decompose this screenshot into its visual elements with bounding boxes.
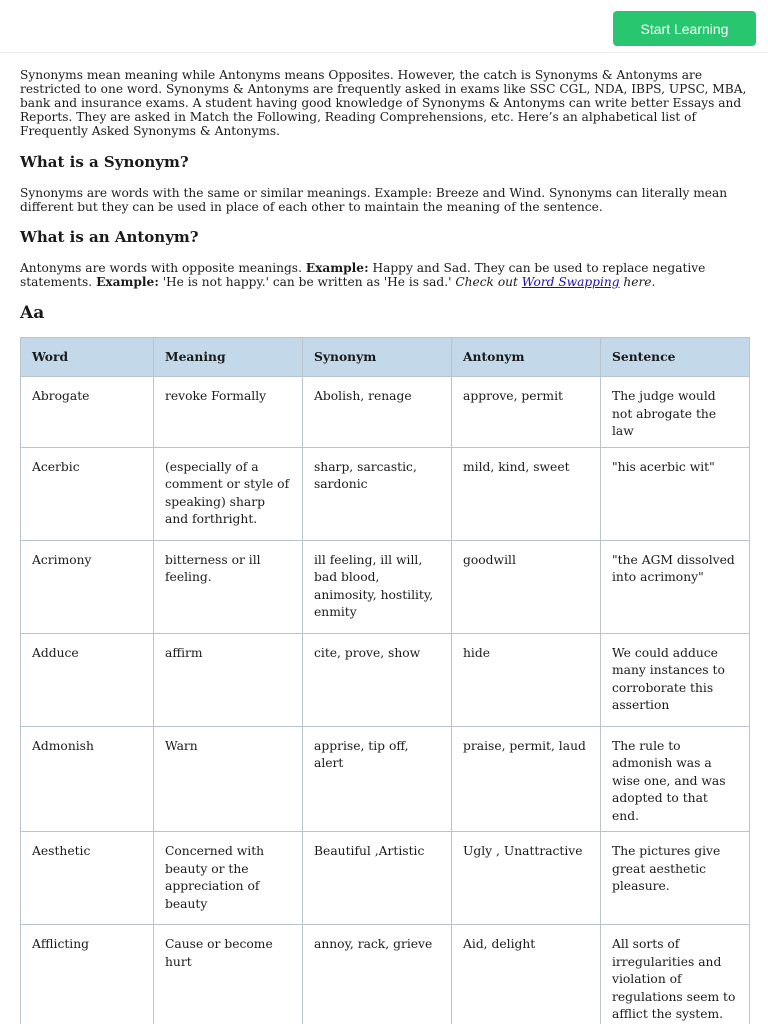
- article-body: [20, 68, 748, 325]
- table-row: [21, 925, 750, 1024]
- cell-synonym: cite, prove, show: [303, 633, 452, 726]
- cell-word: Acrimony: [21, 540, 154, 633]
- cell-antonym: goodwill: [452, 540, 601, 633]
- cell-sentence: We could adduce many instances to corroborate this assertion: [601, 633, 750, 726]
- cell-meaning: Cause or become hurt: [154, 925, 303, 1024]
- column-header-antonym: Antonym: [452, 338, 601, 377]
- example-label-1: Example:: [305, 261, 369, 275]
- antonym-paragraph: [20, 261, 748, 289]
- antonym-heading: What is an Antonym?: [20, 228, 199, 246]
- antonym-text-1: Antonyms are words with opposite meanings.: [20, 261, 306, 275]
- cell-synonym: Abolish, renage: [303, 377, 452, 448]
- cell-meaning: Warn: [154, 726, 303, 832]
- cell-word: Acerbic: [21, 447, 154, 540]
- table-row: [21, 377, 750, 448]
- cell-synonym: ill feeling, ill will, bad blood, animosity, hostility, enmity: [303, 540, 452, 633]
- table-row: [21, 726, 750, 832]
- start-learning-button[interactable]: Start Learning: [613, 11, 756, 46]
- cell-meaning: affirm: [154, 633, 303, 726]
- cell-antonym: hide: [452, 633, 601, 726]
- letter-heading: Aa: [20, 303, 45, 323]
- word-swapping-link[interactable]: Word Swapping: [521, 275, 620, 289]
- cell-antonym: Aid, delight: [452, 925, 601, 1024]
- cell-antonym: praise, permit, laud: [452, 726, 601, 832]
- table-row: [21, 540, 750, 633]
- table-row: [21, 447, 750, 540]
- cell-antonym: Ugly , Unattractive: [452, 832, 601, 925]
- cell-sentence: The rule to admonish was a wise one, and was adopted to that end.: [601, 726, 750, 832]
- cell-sentence: The judge would not abrogate the law: [601, 377, 750, 448]
- top-bar: [0, 0, 768, 53]
- column-header-synonym: Synonym: [303, 338, 452, 377]
- cell-synonym: Beautiful ,Artistic: [303, 832, 452, 925]
- cell-word: Abrogate: [21, 377, 154, 448]
- column-header-sentence: Sentence: [601, 338, 750, 377]
- cell-synonym: apprise, tip off, alert: [303, 726, 452, 832]
- cell-word: Adduce: [21, 633, 154, 726]
- table-row: [21, 832, 750, 925]
- example-label-2: Example:: [96, 275, 159, 289]
- cell-meaning: revoke Formally: [154, 377, 303, 448]
- intro-paragraph: Synonyms mean meaning while Antonyms means Opposites. However, the catch is Synonyms & Antonyms are restricted to one word. Synonyms & Antonyms are frequently asked in exams like SSC CGL, NDA, IBPS, UPSC, MBA, bank and insurance exams. A student having good knowledge of Synonyms & Antonyms can write better Essays and Reports. They are asked in Match the Following, Reading Comprehensions, etc. Here’s an alphabetical list of Frequently Asked Synonyms & Antonyms.: [20, 68, 747, 138]
- synonym-heading: What is a Synonym?: [20, 153, 189, 171]
- cell-meaning: Concerned with beauty or the appreciation of beauty: [154, 832, 303, 925]
- cell-word: Aesthetic: [21, 832, 154, 925]
- cell-sentence: "the AGM dissolved into acrimony": [601, 540, 750, 633]
- cell-synonym: sharp, sarcastic, sardonic: [303, 447, 452, 540]
- cell-antonym: mild, kind, sweet: [452, 447, 601, 540]
- table-header-row: [21, 338, 750, 377]
- cell-word: Admonish: [21, 726, 154, 832]
- column-header-word: Word: [21, 338, 154, 377]
- cell-meaning: bitterness or ill feeling.: [154, 540, 303, 633]
- synonym-paragraph: Synonyms are words with the same or similar meanings. Example: Breeze and Wind. Synonyms can literally mean different but they can be used in place of each other to maintain the meaning of the sentence.: [20, 186, 728, 214]
- cell-sentence: All sorts of irregularities and violation of regulations seem to afflict the system.: [601, 925, 750, 1024]
- cell-sentence: "his acerbic wit": [601, 447, 750, 540]
- cell-meaning: (especially of a comment or style of speaking) sharp and forthright.: [154, 447, 303, 540]
- synonyms-antonyms-table: [20, 337, 750, 1024]
- antonym-text-2: Happy and Sad. They can be used to replace negative statements.: [20, 261, 706, 289]
- cell-sentence: The pictures give great aesthetic pleasure.: [601, 832, 750, 925]
- antonym-text-3: 'He is not happy.' can be written as 'He is sad.': [158, 275, 456, 289]
- check-out-text: Check out: [455, 275, 522, 289]
- table-row: [21, 633, 750, 726]
- column-header-meaning: Meaning: [154, 338, 303, 377]
- cell-antonym: approve, permit: [452, 377, 601, 448]
- cell-synonym: annoy, rack, grieve: [303, 925, 452, 1024]
- cell-word: Afflicting: [21, 925, 154, 1024]
- here-text: here.: [619, 275, 656, 289]
